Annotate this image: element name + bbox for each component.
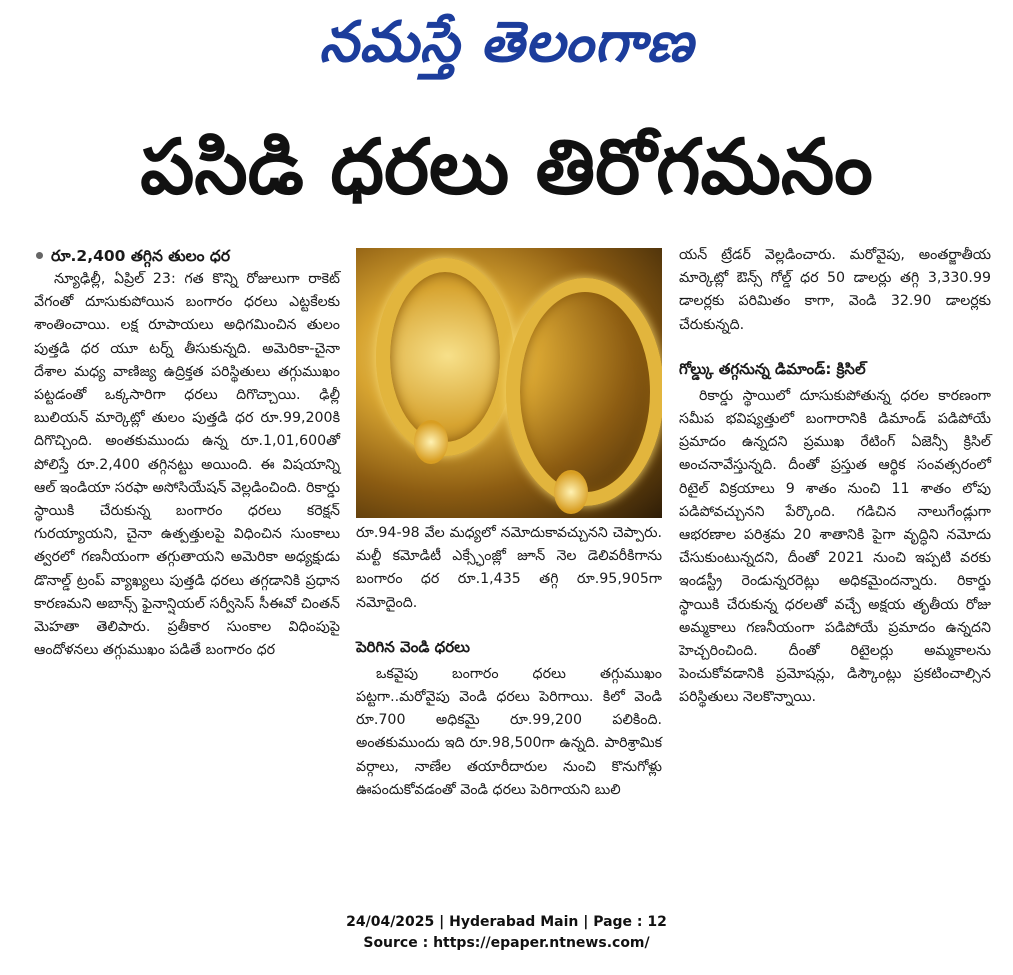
pendant-shape [414, 420, 448, 464]
pendant-shape [554, 470, 588, 514]
footer-source-line: Source : https://epaper.ntnews.com/ [363, 935, 650, 951]
bullet-icon [36, 252, 43, 259]
article-column-right [679, 244, 991, 710]
right-column-body-2: రికార్డు స్థాయిలో దూసుకుపోతున్న ధరల కారణంగా సమీప భవిష్యత్తులో బంగారానికి డిమాండ్ పడిపోయే ప్రమాదం ఉన్నదని ప్రముఖ రేటింగ్ ఏజెన్సీ క్రిసిల్ అంచనావేస్తున్నది. దీంతో ప్రస్తుత ఆర్థిక సంవత్సరంలో రిటైల్ విక్రయాలు 9 శాతం నుంచి 11 శాతం లోపు పడిపోవచ్చునని పేర్కొంది. గడిచిన నాలుగేండ్లుగా ఆభరణాల పరిశ్రమ 20 శాతానికి పైగా వృద్ధిని నమోదు చేసుకుంటున్నదని, దీంతో 2021 నుంచి ఇప్పటి వరకు ఇండస్ట్రీ రెండున్నరరెట్లు అధికమైందన్నారు. రికార్డు స్థాయికి చేరుకున్న ధరలతో వచ్చే అక్షయ తృతీయ రోజు అమ్మకాలు గణనీయంగా పడిపోయే ప్రమాదం ఉన్నదని హెచ్చరించింది. దీంతో రిటైలర్లు అమ్మకాలను పెంచుకోవడానికి ప్రమోషన్లు, డిస్కౌంట్లు ప్రకటించాల్సిన పరిస్థితులు నెలకొన్నాయి. [679, 387, 991, 706]
article-column-middle [356, 244, 662, 802]
necklace-shape [506, 278, 662, 506]
middle-column-body-2: ఒకవైపు బంగారం ధరలు తగ్గుముఖం పట్టగా..మరోవైపు వెండి ధరలు పెరిగాయి. కిలో వెండి రూ.700 అధికమై రూ.99,200 పలికింది. అంతకుముందు ఇది రూ.98,500గా ఉన్నది. పారిశ్రామిక వర్గాలు, నాణేల తయారీదారుల నుంచి కొనుగోళ్లు ఊపందుకోవడంతో వెండి ధరలు పెరిగాయని బులి [356, 665, 662, 798]
left-column-body: న్యూఢిల్లీ, ఏప్రిల్ 23: గత కొన్ని రోజులుగా రాకెట్ వేగంతో దూసుకుపోయిన బంగారం ధరలు ఎట్టకేలకు శాంతించాయి. లక్ష రూపాయలు అధిగమించిన తులం పుత్తడి ధర యూ టర్న్ తీసుకున్నది. అమెరికా-చైనా దేశాల మధ్య వాణిజ్య ఉద్రిక్తత పరిస్థితులు తగ్గుముఖం పట్టడంతో ఒక్కసారిగా ధరలు దిగొచ్చాయి. ఢిల్లీ బులియన్ మార్కెట్లో తులం పుత్తడి ధర రూ.99,200కి దిగొచ్చింది. అంతకుముందు ఉన్న రూ.1,01,600తో పోలిస్తే రూ.2,400 తగ్గినట్టు అయింది. ఈ విషయాన్ని ఆల్ ఇండియా సరఫా అసోసియేషన్ వెల్లడించింది. రికార్డు స్థాయికి చేరుకున్న బంగారం ధరలు కరెక్షన్ గురయ్యాయని, చైనా ఉత్పత్తులపై విధించిన సుంకాలు త్వరలో గణనీయంగా తగ్గుతాయని అమెరికా అధ్యక్షుడు డొనాల్డ్ ట్రంప్ వ్యాఖ్యలు పుత్తడి ధరలు తగ్గడానికి ప్రధాన కారణమని అబాన్స్ ఫైనాన్షియల్ సర్వీసెస్ సీఈవో చింతన్ మెహతా తెలిపారు. ప్రతీకార సుంకాల విధింపుపై ఆందోళనలు తగ్గుముఖం పడితే బంగారం ధర [34, 271, 340, 659]
subheadline-text: రూ.2,400 తగ్గిన తులం ధర [51, 247, 231, 265]
newspaper-masthead: నమస్తే తెలంగాణ [319, 10, 694, 75]
footer-edition-line: 24/04/2025 | Hyderabad Main | Page : 12 [346, 914, 667, 930]
silver-section-heading: పెరిగిన వెండి ధరలు [356, 637, 470, 656]
crisil-section-heading: గోల్డ్కు తగ్గనున్న డిమాండ్: క్రిసిల్ [679, 359, 866, 378]
right-column-body-1: యన్ ట్రేడర్ వెల్లడించారు. మరోవైపు, అంతర్జాతీయ మార్కెట్లో ఔన్స్ గోల్డ్ ధర 50 డాలర్లు తగ్గి 3,330.99 డాలర్లకు పరిమితం కాగా, వెండి 32.90 డాలర్లకు చేరుకున్నది. [679, 247, 991, 333]
gold-jewellery-photo [356, 248, 662, 518]
article-headline: పసిడి ధరలు తిరోగమనం [140, 122, 873, 211]
article-subheadline [34, 244, 340, 268]
page-footer [0, 912, 1013, 954]
necklace-shape [376, 258, 514, 456]
middle-column-body-1: రూ.94-98 వేల మధ్యలో నమోదుకావచ్చునని చెప్పారు. మల్టీ కమోడిటీ ఎక్స్ఛేంజ్లో జూన్ నెల డెలివరీకిగాను బంగారం ధర రూ.1,435 తగ్గి రూ.95,905గా నమోదైంది. [356, 525, 662, 611]
article-column-left [34, 244, 340, 662]
